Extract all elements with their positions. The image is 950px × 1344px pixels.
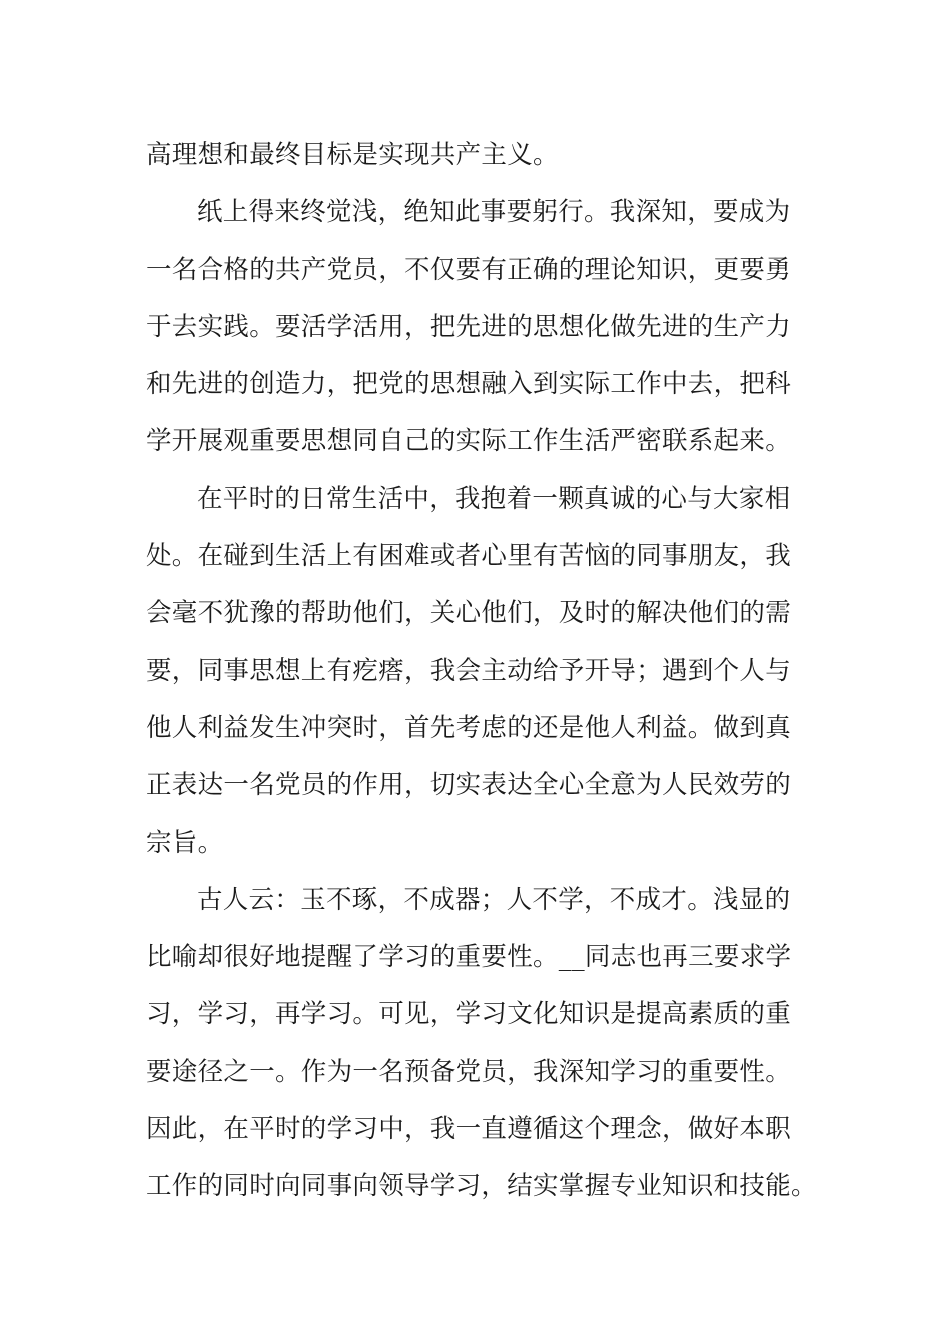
- text-line: 工作的同时向同事向领导学习，结实掌握专业知识和技能。: [146, 1171, 817, 1202]
- text-line: 要，同事思想上有疙瘩，我会主动给予开导；遇到个人与: [146, 655, 792, 686]
- text-line: 习，学习，再学习。可见，学习文化知识是提高素质的重: [146, 999, 792, 1030]
- body-text: [146, 127, 817, 1216]
- text-line: 一名合格的共产党员，不仅要有正确的理论知识，更要勇: [146, 254, 792, 285]
- text-line: 比喻却很好地提醒了学习的重要性。__同志也再三要求学: [146, 942, 792, 973]
- text-line: 会毫不犹豫的帮助他们，关心他们，及时的解决他们的需: [146, 598, 792, 629]
- text-line: 于去实践。要活学活用，把先进的思想化做先进的生产力: [146, 311, 792, 342]
- text-line: 他人利益发生冲突时，首先考虑的还是他人利益。做到真: [146, 712, 792, 743]
- text-line: 宗旨。: [146, 827, 224, 858]
- text-line: 高理想和最终目标是实现共产主义。: [146, 140, 559, 170]
- text-line: 要途径之一。作为一名预备党员，我深知学习的重要性。: [146, 1056, 792, 1087]
- paragraph-start-line: 纸上得来终觉浅，绝知此事要躬行。我深知，要成为: [197, 197, 791, 228]
- text-line: 因此，在平时的学习中，我一直遵循这个理念，做好本职: [146, 1114, 792, 1145]
- text-line: 学开展观重要思想同自己的实际工作生活严密联系起来。: [146, 426, 792, 457]
- paragraph-start-line: 在平时的日常生活中，我抱着一颗真诚的心与大家相: [197, 483, 791, 514]
- text-line: 处。在碰到生活上有困难或者心里有苦恼的同事朋友，我: [146, 541, 792, 572]
- text-line: 正表达一名党员的作用，切实表达全心全意为人民效劳的: [146, 770, 792, 801]
- text-line: 和先进的创造力，把党的思想融入到实际工作中去，把科: [146, 369, 792, 400]
- paragraph-start-line: 古人云：玉不琢，不成器；人不学，不成才。浅显的: [197, 884, 791, 915]
